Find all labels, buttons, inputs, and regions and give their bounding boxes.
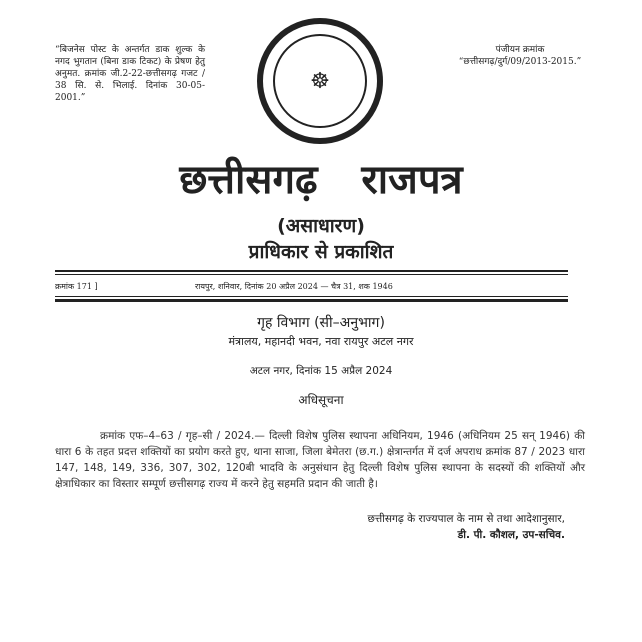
signature-line: छत्तीसगढ़ के राज्यपाल के नाम से तथा आदेशानुसार, (367, 513, 565, 525)
gazette-title: छत्तीसगढ़ राजपत्र (179, 156, 463, 203)
notice-date: अटल नगर, दिनांक 15 अप्रैल 2024 (249, 365, 393, 377)
signatory: डी. पी. कौशल, उप-सचिव. (457, 529, 565, 541)
issue-number: क्रमांक 171 ] (55, 282, 98, 291)
divider (55, 296, 568, 297)
registration (440, 44, 600, 68)
department-name: गृह विभाग (सी–अनुभाग) (257, 315, 385, 331)
issue-row (55, 281, 568, 292)
divider (55, 270, 568, 272)
divider (55, 274, 568, 275)
emblem-icon: ☸ (273, 34, 367, 128)
registration-number: “छत्तीसगढ़/दुर्ग/09/2013-2015.” (458, 57, 582, 67)
state-emblem (257, 18, 383, 144)
notice-body: क्रमांक एफ–4–63 / गृह–सी / 2024.— दिल्ली विशेष पुलिस स्थापना अधिनियम, 1946 (अधिनियम 25 सन् 1946) की धारा 6 के तहत प्रदत्त शक्तियों का प्रयोग करते हुए, थाना साजा, जिला बेमेतरा (छ.ग.) क्षेत्रान्तर्गत में दर्ज अपराध क्रमांक 87 / 2023 धारा 147, 148, 149, 336, 307, 302, 120बी भादवि के अनुसंधान हेतु दिल्ली विशेष पुलिस स्थापना के सदस्यों की शक्तियों और क्षेत्राधिकार का विस्तार सम्पूर्ण छत्तीसगढ़ राज्य में करने हेतु सहमति प्रदान की जाती है। (55, 430, 585, 490)
divider (55, 299, 568, 302)
issue-dateline: रायपुर, शनिवार, दिनांक 20 अप्रैल 2024 — चैत्र 31, शक 1946 (195, 282, 393, 291)
notice-heading: अधिसूचना (298, 393, 344, 407)
postal-note: “बिजनेस पोस्ट के अन्तर्गत डाक शुल्क के नगद भुगतान (बिना डाक टिकट) के प्रेषण हेतु अनुमत. क्रमांक जी.2-22-छत्तीसगढ़ गजट / 38 सि. से. भिलाई. दिनांक 30-05-2001.” (55, 45, 205, 103)
department-address: मंत्रालय, महानदी भवन, नवा रायपुर अटल नगर (228, 335, 414, 348)
authority-line: प्राधिकार से प्रकाशित (248, 241, 394, 263)
gazette-subtitle: (असाधारण) (277, 215, 365, 237)
registration-label: पंजीयन क्रमांक (495, 45, 545, 55)
